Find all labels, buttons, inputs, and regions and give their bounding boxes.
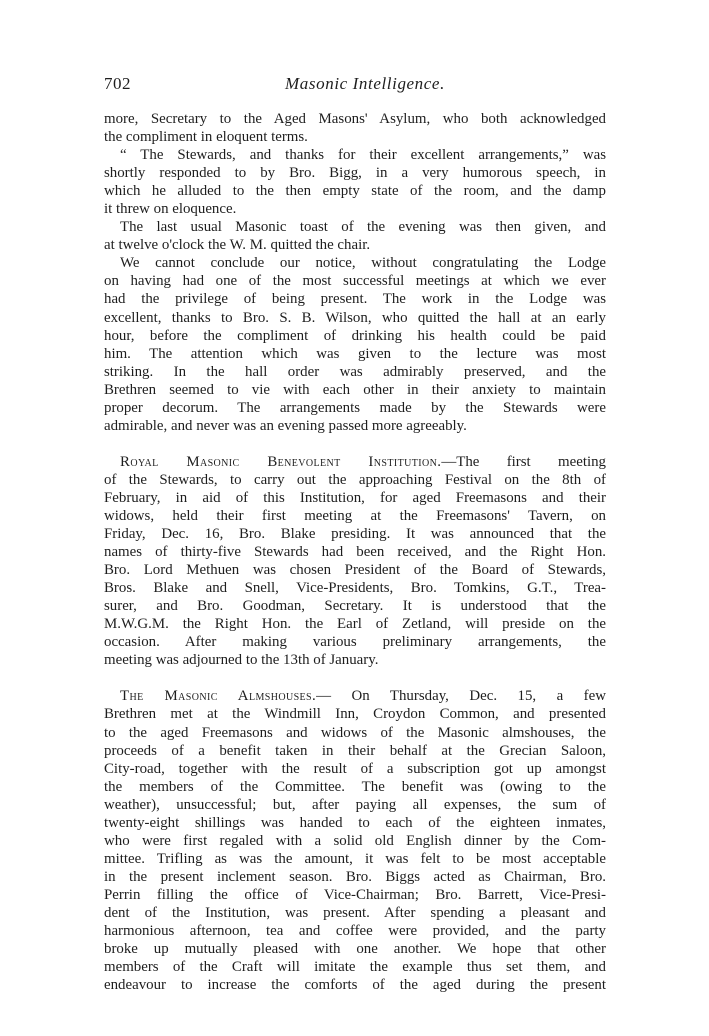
text-line	[104, 453, 606, 471]
text-line: at twelve o'clock the W. M. quitted the chair.	[104, 237, 371, 254]
text-line: proceeds of a benefit taken in their behalf at the Grecian Saloon,	[104, 742, 606, 759]
text-line: hour, before the compliment of drinking his health could be paid	[104, 327, 606, 344]
text-line: The last usual Masonic toast of the evening was then given, and	[120, 219, 606, 236]
paragraph-lodge-notice	[104, 254, 606, 434]
text-line: Perrin filling the office of Vice-Chairman; Bro. Barrett, Vice-Presi-	[104, 886, 606, 903]
text-line: more, Secretary to the Aged Masons' Asylum, who both acknowledged	[104, 111, 606, 127]
text-line: weather), unsuccessful; but, after paying all expenses, the sum of	[104, 796, 606, 813]
section-benevolent-institution	[104, 453, 606, 670]
text-line: dent of the Institution, was present. After spending a pleasant and	[104, 904, 606, 921]
running-title: Masonic Intelligence.	[285, 74, 445, 93]
paragraph-last-toast	[104, 218, 606, 254]
text-line: names of thirty-five Stewards had been received, and the Right Hon.	[104, 544, 606, 561]
text-line: him. The attention which was given to the lecture was most	[104, 345, 606, 362]
text-line: harmonious afternoon, tea and coffee were provided, and the party	[104, 923, 606, 940]
text-line: broke up mutually pleased with one another. We hope that other	[104, 941, 606, 958]
text-line: Brethren seemed to vie with each other in their anxiety to maintain	[104, 381, 606, 398]
paragraph-asylum-secretary	[104, 110, 606, 146]
text-line: Friday, Dec. 16, Bro. Blake presiding. It was announced that the	[104, 526, 606, 543]
text-line: the members of the Committee. The benefit was (owing to the	[104, 778, 606, 795]
text-line: it threw on eloquence.	[104, 201, 237, 218]
text-line: Bro. Lord Methuen was chosen President of the Board of Stewards,	[104, 562, 606, 579]
text-line: “ The Stewards, and thanks for their excellent arrangements,” was	[120, 147, 606, 164]
text-line: excellent, thanks to Bro. S. B. Wilson, who quitted the hall at an early	[104, 309, 606, 326]
text-line: Brethren met at the Windmill Inn, Croydon Common, and presented	[104, 706, 606, 723]
text-line: endeavour to increase the comforts of the aged during the present	[104, 977, 606, 994]
text-line: of the Stewards, to carry out the approaching Festival on the 8th of	[104, 471, 606, 488]
book-page	[104, 74, 606, 994]
text-line: in the present inclement season. Bro. Biggs acted as Chairman, Bro.	[104, 868, 606, 885]
text-line: meeting was adjourned to the 13th of January.	[104, 652, 379, 669]
text-line: occasion. After making various preliminary arrangements, the	[104, 634, 606, 651]
text-line: February, in aid of this Institution, for aged Freemasons and their	[104, 489, 606, 506]
text-line: striking. In the hall order was admirably preserved, and the	[104, 363, 606, 380]
text-line: the compliment in eloquent terms.	[104, 129, 308, 146]
text-line: on having had one of the most successful meetings at which we ever	[104, 273, 606, 290]
text-line: to the aged Freemasons and widows of the Masonic almshouses, the	[104, 724, 606, 741]
section-gap	[104, 435, 606, 453]
section-heading: The Masonic Almshouses.	[120, 688, 317, 705]
text-line: widows, held their first meeting at the Freemasons' Tavern, on	[104, 507, 606, 524]
text-line: proper decorum. The arrangements made by the Stewards were	[104, 399, 606, 416]
text-line: surer, and Bro. Goodman, Secretary. It is understood that the	[104, 598, 606, 615]
section-masonic-almshouses	[104, 687, 606, 994]
text-line: M.W.G.M. the Right Hon. the Earl of Zetland, will preside on the	[104, 616, 606, 633]
page-number: 702	[104, 74, 131, 93]
paragraph-stewards-toast	[104, 146, 606, 218]
text-line: which he alluded to the then empty state of the room, and the damp	[104, 183, 606, 200]
text-line: City-road, together with the result of a subscription got up amongst	[104, 760, 606, 777]
text-line: Bros. Blake and Snell, Vice-Presidents, Bro. Tomkins, G.T., Trea-	[104, 580, 606, 597]
text-line: who were first regaled with a solid old English dinner by the Com-	[104, 832, 606, 849]
text-line	[104, 687, 606, 705]
text-line: We cannot conclude our notice, without congratulating the Lodge	[120, 255, 606, 272]
section-heading-continuation: — On Thursday, Dec. 15, a few	[316, 688, 606, 705]
text-line: shortly responded to by Bro. Bigg, in a very humorous speech, in	[104, 165, 606, 182]
running-head	[104, 74, 606, 96]
section-gap	[104, 669, 606, 687]
text-line: admirable, and never was an evening passed more agreeably.	[104, 417, 467, 434]
text-line: twenty-eight shillings was handed to each of the eighteen inmates,	[104, 814, 606, 831]
section-heading-continuation: —The first meeting	[441, 453, 606, 470]
text-line: mittee. Trifling as was the amount, it was felt to be most acceptable	[104, 850, 606, 867]
text-line: had the privilege of being present. The work in the Lodge was	[104, 291, 606, 308]
text-line: members of the Craft will imitate the example thus set them, and	[104, 959, 606, 976]
section-heading: Royal Masonic Benevolent Institution.	[120, 453, 442, 470]
